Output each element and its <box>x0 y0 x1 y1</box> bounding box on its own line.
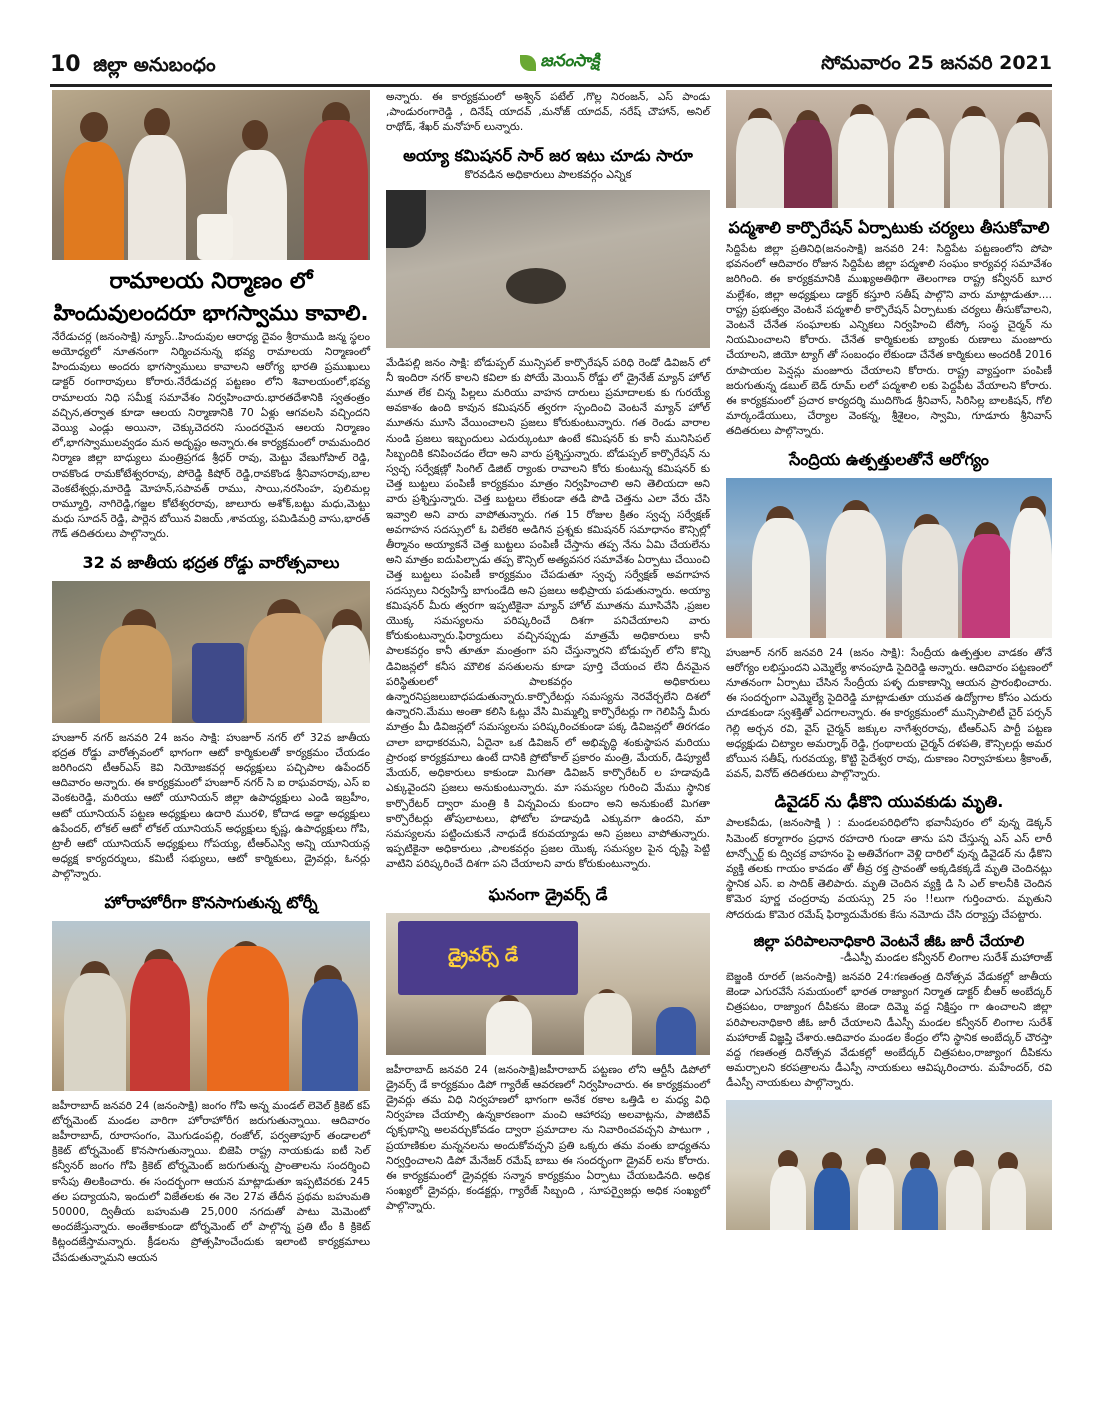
article-road-safety-body: హుజూర్ నగర్ జనవరి 24 జనం సాక్షి: హుజూర్ నగర్ లో 32వ జాతీయ భద్రత రోడ్డు వారోత్సవంలో భాగంగా ఆటో కార్మికులతో కార్యక్రమం చేయడం జరిగిందని టీఆర్ఎస్ కెవి నియోజకవర్గ అధ్యక్షులు పచ్చిపాల ఉపేందర్ ఆదివారం అన్నారు. ఈ కార్యక్రమంలో హుజూర్ నగర్ సి ఐ రాఘవరావు, ఎస్ ఐ వెంకటరెడ్డి, మరియు ఆటో యూనియన్ జిల్లా ఉపాధ్యక్షులు ఎండి ఇబ్రహీం, ఆటో యూనియన్ పట్టణ అధ్యక్షులు ఉదారి మురళి, కోదాడ అడ్డా అధ్యక్షులు ఉపేందర్, లోకల్ ఆటో లోకల్ యూనియన్ అధ్యక్షులు కృష్ణ, ఉపాధ్యక్షులు గోపి, ట్రాలీ ఆటో యూనియన్ అధ్యక్షులు గోపయ్య, టీఆర్ఎస్వి అన్ని యూనియన్ల అధ్యక్ష కార్యదర్శులు, కమిటీ సభ్యులు, ఆటో కార్మికులు, డ్రైవర్లు, ఓనర్లు పాల్గొన్నారు. <box>52 731 370 881</box>
photo-ramalayam-meeting <box>52 90 370 260</box>
photo-organic-shop <box>726 478 1052 638</box>
headline-divider-accident: డివైడర్ ను ఢీకొని యువకుడు మృతి. <box>774 792 1004 812</box>
column-1 <box>52 90 370 1266</box>
subhead-commissioner: కొరవడిన అధికారులు పాలకవర్గం ఎన్నిక <box>464 167 632 181</box>
page-header-left <box>50 52 216 81</box>
photo-manhole <box>386 190 710 348</box>
article-padmashali-body: సిద్దిపేట జిల్లా ప్రతినిధి(జనంసాక్షి) జనవరి 24: సిద్దిపేట పట్టణంలోని పోపా భవనంలో ఆదివారం రోజున సిద్దిపేట జిల్లా పద్మశాలి సంఘం కార్యవర్గ సమావేశం జరిగింది. ఈ కార్యక్రమానికి ముఖ్యఅతిథిగా తెలంగాణ రాష్ట్ర కన్వీనర్ బూర మల్లేశం, జిల్లా అధ్యక్షులు డాక్టర్ కస్తూరి సతీష్ పాల్గొని వారు మాట్లాడుతూ.... రాష్ట్ర ప్రభుత్వం వెంటనే పద్మశాలీ కార్పొరేషన్ ఏర్పాటుకు చర్యలు తీసుకోవాలని, వెంటనే చేనేత సంఘాలకు ఎన్నికలు నిర్వహించి టేస్కో సంస్థ చైర్మన్ ను నియమించాలని కోరారు. చేనేత కార్మికులకు బ్యాంకు రుణాలు మంజూరు చేయాలని, జియో ట్యాగ్ తో సంబంధం లేకుండా చేనేత కార్మికులు అందరికీ 2016 రూపాయల పెన్షన్లు మంజూరు చేయాలని కోరారు. రాష్ట్ర వ్యాప్తంగా పంపిణీ జరుగుతున్న డబుల్ బెడ్ రూమ్ లలో పద్మశాలి లకు పెద్దపీట వేయాలని కోరారు. ఈ కార్యక్రమంలో ప్రచార కార్యదర్శి ముదిగొండ శ్రీనివాస్, సిరిసిల్ల బాలకిషన్, గోలి మార్కండేయులు, చేర్యాల వెంకన్న, శ్రీశైలం, స్వామి, గూడూరు శ్రీనివాస్ తదితరులు పాల్గొన్నారు. <box>726 243 1052 438</box>
article-commissioner-body: మేడిపల్లి జనం సాక్షి: బోడుప్పల్ మున్సిపల్ కార్పొరేషన్ పరిధి రెండో డివిజన్ లో నీ ఇందిరా నగర్ కాలని కవిలా కు పోయే మెయిన్ రోడ్డు లో డ్రైనేజ్ మ్యాన్ హోల్ మూత లేక చిన్న పిల్లలు మరియు వాహన దారులు ప్రమాదాలకు కు గురయ్యే అవకాశం ఉంది కావున కమిషనర్ త్వరగా స్పందించి వెంటనే మ్యాన్ హోల్ మూతను మూసి వేయించాలని ప్రజలు కోరుకుంటున్నారు. గత రెండు వారాల నుండి ప్రజలు ఇబ్బందులు ఎదుర్కుంటూ ఉంటే కమిషనర్ కు కానీ మునిసిపల్ సిబ్బందికి కనిపించడం లేదా అని వారు ప్రశ్నిస్తున్నారు. బోడుప్పల్ కార్పొరేషన్ ను స్వచ్ఛ సర్వేక్షణ్లో సింగిల్ డిజిట్ ర్యాంకు రావాలని కోరు కుంటున్న కమిషనర్ కు చెత్త బుట్టలు పంపిణీ కార్యక్రమం మాత్రం నిర్వహించాలి అని తెలియదా అని వారు ప్రశ్నిస్తున్నారు. చెత్త బుట్టలు లేకుండా తడి పొడి చెత్తను ఎలా వేరు చేసి ఇవ్వాలి అని వారు వాపోతున్నారు. గత 15 రోజుల క్రితం స్వచ్ఛ సర్వేక్షణ్ అవగాహన సదస్సులో ఓ విలేకరి అడిగిన ప్రశ్నకు కమిషనర్ సమాధానం కౌన్సిల్లో తీర్మానం అయ్యాకనే చెత్త బుట్టలు పంపిణీ చేస్తాను తప్ప నేను ఏమి చేయలేను అని మాత్రం ఐదుపిల్చాడు తప్ప కౌన్సిల్ అత్యవసర సమావేశం ఏర్పాటు చేయించి చెత్త బుట్టలు పంపిణీ కార్యక్రమం చేపడుతూ స్వచ్ఛ సర్వేక్షణ్ అవగాహన సదస్సులు నిర్వహిస్తే బాగుండేది అని ప్రజలు అభిప్రాయ పడుతున్నారు. అయ్యా కమిషనర్ మీరు త్వరగా ఇప్పటికైనా మ్యాన్ హోల్ మూతను మూసివేసి ,ప్రజల యొక్క సమస్యలను పరిష్కరించే దిశగా పనిచేయాలని వారు కోరుకుంటున్నారు.ఫిర్యాదులు వచ్చినప్పుడు మాత్రమే అధికారులు కానీ పాలకవర్గం కానీ తూతూ మంత్రంగా పని చేస్తున్నారని బోడుప్పల్ లోని కొన్ని డివిజన్లలో కనీస మౌలిక వసతులను కూడా పూర్తి చేయంచ లేని దీనమైన పరిస్థితులలో పాలకవర్గం అధికారులు ఉన్నారనిప్రజలుబాధపడుతున్నారు.కార్పొరేటర్లు సమస్యను నెరవేర్చలేని దిశలో ఉన్నారని.మేము అంతా కలిసి ఓట్లు వేసి మిమ్మల్ని కార్పొరేటర్లు గా గెలిపిస్తే మీరు మాత్రం మీ డివిజన్లలో సమస్యలను పరిష్కరించకుండా పక్క డివిజన్లలో తిరగడం చాలా బాధాకరమని, ఏదైనా ఒక డివిజన్ లో అభివృద్ధి శంకుస్థాపన మరియు ప్రారంభ కార్యక్రమాలు ఉంటే దానికి ప్రోటోకాల్ ప్రకారం మంత్రి, మేయర్, డిప్యూటీ మేయర్, అధికారులు కాకుండా మిగతా డివిజన్ కార్పొరేటర్ ల హడావుడి ఎక్కువైందని ప్రజలు అనుకుంటున్నారు. మా సమస్యల గురించి మేము స్థానిక కార్పొరేటర్ ద్వారా మంత్రి కి విన్నవించు కుందాం అని అనుకుంటే మిగతా కార్పొరేటర్లు తోపులాటలు, ఫోటోల హడావుడి ఎక్కువగా ఉందని, మా సమస్యలను పట్టించుకునే నాధుడే కరువయ్యాడు అని ప్రజలు వాపోతున్నారు. ఇప్పటికైనా అధికారులు ,పాలకవర్గం ప్రజల యొక్క సమస్యల పైన దృష్టి పెట్టి వాటిని పరిష్కరించే దిశగా పని చేయాలని వారు కోరుకుంటున్నారు. <box>386 356 710 871</box>
headline-drivers-day: ఘనంగా డ్రైవర్స్ డే <box>488 884 608 904</box>
headline-padmashali: పద్మశాలి కార్పొరేషన్ ఏర్పాటుకు చర్యలు తీసుకోవాలి <box>728 218 1050 237</box>
leaf-icon <box>520 55 536 71</box>
article-continuation-top: అన్నారు. ఈ కార్యక్రమంలో అశ్విన్ పటేల్ ,గొల్ల నిరంజన్, ఎస్ పాండు ,పాండురంగారెడ్డి , దినేష్ యాదవ్ ,మనోజ్ యాదవ్, నరేష్ చౌహాన్, అనిల్ రాథోడ్, శేఖర్ మనోహర్ లున్నారు. <box>386 91 710 134</box>
page-number: 10 <box>50 52 81 77</box>
drivers-day-banner: డ్రైవర్స్ డే <box>448 944 519 966</box>
headline-commissioner: అయ్యా కమిషనర్ సార్ జర ఇటు చూడు సారూ <box>403 145 693 165</box>
section-name: జిల్లా అనుబంధం <box>93 54 216 76</box>
photo-dsp-pamphlet <box>726 1100 1052 1230</box>
byline-go-demand: -డీఎస్పీ మండల కన్వీనర్ లింగాల సురేశ్ మహారాజ్ <box>840 951 1052 965</box>
column-3 <box>726 90 1052 1230</box>
headline-ramalayam-1: రామాలయ నిర్మాణం లో <box>109 269 313 294</box>
column-2 <box>386 90 710 1215</box>
headline-cricket-tourney: హోరాహోరీగా కొనసాగుతున్న టోర్నీ <box>104 892 318 912</box>
article-cricket-body: జహీరాబాద్ జనవరి 24 (జనంసాక్షి) జంగం గోపి అన్న మండల్ లెవెల్ క్రికెట్ కప్ టోర్నమెంట్ మండల వారిగా హోరాహోరీగ జరుగుతున్నాయి. ఆదివారం జహీరాబాద్, రూరాసంగం, మొగుడంపల్లి, రంజోల్, పర్వతాపూర్ తండాలలో క్రికెట్ టోర్నమెంట్ కొనసాగుతున్నాయి. బిజెపి రాష్ట్ర నాయకుడు ఐటీ సెల్ కన్వీనర్ జంగం గోపి క్రికెట్ టోర్నమెంట్ జరుగుతున్న ప్రాంతాలను సందర్శించి కాసేపు తిలకించారు. ఈ సందర్భంగా ఆయన మాట్లాడుతూ ఇప్పటివరకు 245 తల పద్యాయని, ఇందులో విజేతలకు ఈ నెల 27వ తేదీన ప్రథమ బహుమతి 50000, ద్వితీయ బహుమతి 25,000 నగదుతో పాటు మెమెంటో అందజేస్తున్నారు. అంతేకాకుండా టోర్నమెంట్ లో పాల్గొన్న ప్రతి టీం కి క్రికెట్ కిట్లందజేస్తామన్నారు. క్రీడలను ప్రోత్సహించేందుకు ఇలాంటి కార్యక్రమాలు చేపడుతున్నామని ఆయన <box>52 1099 370 1264</box>
photo-road-safety <box>52 581 370 723</box>
issue-date: సోమవారం 25 జనవరి 2021 <box>821 52 1052 74</box>
masthead <box>50 48 1052 87</box>
headline-road-safety: 32 వ జాతీయ భద్రత రోడ్డు వారోత్సవాలు <box>82 552 340 572</box>
article-drivers-day-body: జహీరాబాద్ జనవరి 24 (జనంసాక్షి)జహీరాబాద్ పట్టణం లోని ఆర్టీసీ డిపోలో డ్రైవర్స్ డే కార్యక్రమం డిపో గ్యారేజ్ ఆవరణలో నిర్వహించారు. ఈ కార్యక్రమంలో డ్రైవర్లు తమ విధి నిర్వహణలో భాగంగా అనేక రకాల ఒత్తిడి ల మధ్య విధి నిర్వహణ చేయాల్సి ఉన్నకారణంగా మంచి ఆహారపు అలవాట్లను, పాజిటివ్ దృక్పథాన్ని అలవర్చుకోవడం ద్వారా ప్రమాదాల ను నివారించవచ్చని పాటుగా , ప్రయాణికుల మన్ననలను అందుకోవచ్చని ప్రతి ఒక్కరు తమ వంతు బాధ్యతను నిర్వర్తించాలని డిపో మేనేజర్ రమేష్ బాబు ఈ సందర్భంగా డ్రైవర్ లను కోరారు. ఈ కార్యక్రమంలో డ్రైవర్లకు సన్మాన కార్యక్రమం ఏర్పాటు చేయబడినది. అధిక సంఖ్యలో డ్రైవర్లు, కండక్టర్లు, గ్యారేజ్ సిబ్బంది , సూపర్వైజర్లు అధిక సంఖ్యలో పాల్గొన్నారు. <box>386 1063 710 1213</box>
article-go-demand-body: బెజ్జంకి రూరల్ (జనంసాక్షి) జనవరి 24:గణతంత్ర దినోత్సవ వేడుకల్లో జాతీయ జెండా ఎగురవేసే సమయంలో భారత రాజ్యాంగ నిర్మాత డాక్టర్ బీఆర్ అంబేద్కర్ చిత్రపటం, రాజ్యాంగ దీపికను జెండా దిమ్మె వద్ద నిక్షిప్తం గా ఉంచాలని జిల్లా పరిపాలనాధికారి జీఓ జారీ చేయాలని డీఎస్పీ మండల కన్వీనర్ లింగాల సురేశ్ మహారాజ్ విజ్ఞప్తి చేశారు.ఆదివారం మండల కేంద్రం లోని స్థానిక అంబేద్కర్ చౌరస్తా వద్ద గణతంత్ర దినోత్సవ వేడుకల్లో అంబేద్కర్ చిత్రపటం,రాజ్యాంగ దీపికను అమర్చాలని కరపత్రాలను డీఎస్పీ నాయకులు ఆవిష్కరించారు. మహేందర్, రవి డీఎస్పీ నాయకులు పాల్గొన్నారు. <box>726 971 1052 1090</box>
headline-go-demand: జిల్లా పరిపాలనాధికారి వెంటనే జీఓ జారీ చేయాలి <box>753 933 1025 950</box>
photo-padmashali-meeting <box>726 90 1052 208</box>
article-organic-body: హుజూర్ నగర్ జనవరి 24 (జనం సాక్షి): సేంద్రీయ ఉత్పత్తుల వాడకం తోనే ఆరోగ్యం లభిస్తుందని ఎమ్మెల్యే శానంపూడి సైదిరెడ్డి అన్నారు. ఆదివారం పట్టణంలో నూతనంగా ఏర్పాటు చేసిన సేంద్రీయ పళ్ళ దుకాణాన్ని ఆయన ప్రారంభించారు. ఈ సందర్భంగా ఎమ్మెల్యే సైదిరెడ్డి మాట్లాడుతూ యువత ఉద్యోగాల కోసం ఎదురు చూడకుండా స్వశక్తితో ఎదగాలన్నారు. ఈ కార్యక్రమంలో మున్సిపాలిటీ చైర్ పర్సన్ గెల్లి అర్చన రవి, వైస్ చైర్మన్ జక్కుల నాగేశ్వరరావు, టీఆర్ఎస్ పార్టీ పట్టణ అధ్యక్షుడు చిట్యాల అమర్నాథ్ రెడ్డి, గ్రంథాలయ చైర్మన్ దళపతి, కౌన్సిలర్లు అమర బోయిన సతీష్, గురవయ్య, కొట్టి సైదేశ్వర రావు, దుకాణం నిర్వాహకులు శ్రీకాంత్, పవన్, వినోద్ తదితరులు పాల్గొన్నారు. <box>726 646 1052 781</box>
article-ramalayam-body: నేరేడుచర్ల (జనంసాక్షి) న్యూస్..హిందువుల ఆరాధ్య దైవం శ్రీరాముడి జన్మ స్థలం అయోధ్యలో నూతనంగా నిర్మించనున్న భవ్య రామాలయ నిర్మాణంలో హిందువులు అందరు భాగస్వాములు కావాలని ఆరోగ్య భారతి ప్రముఖులు డాక్టర్ రంగారావులు కోరారు.నేరేడుచర్ల పట్టణం లోని శివాలయంలో,భవ్య రామాలయ నిధి సమీక్ష సమావేశం నిర్వహించారు.భారతదేశానికి స్వతంత్రం వచ్చిన,తర్వాత కూడా ఆలయ నిర్మాణానికి 70 ఏళ్లు ఆగవలసి వచ్చిందని వెయ్యి ఎండ్లు అయినా, చెక్కుచెదరని సుందరమైన ఆలయ నిర్మాణం లో,భాగస్వాములవ్వడం మన అదృష్టం అన్నారు.ఈ కార్యక్రమంలో రామమందిర నిర్మాణ జిల్లా బాధ్యులు మంత్రిప్రగడ శ్రీధర్ రావు, మెట్టు వేణుగోపాల్ రెడ్డి, రావకొండ రామకోటేశ్వరరావు, పోరెడ్డి కిషోర్ రెడ్డి,రావకొండ శ్రీనివాసరావు,బాల వెంకటేశ్వర్లు,మారెడ్డి మోహన్,సపావత్ రాము, సాయి,నరసింహ, పులిమల్ల రామ్మూర్తి, నాగిరెడ్డి,గజ్జల కోటేశ్వరరావు, జాలూరు అశోక్,బట్టు మధు,మెట్టు మధు సూదన్ రెడ్డి, పార్లెన బోయిన విజయ్ ,శావయ్య, పమిడిమర్రి వాసు,భారత్ గౌడ్ తదితరులు పాల్గొన్నారు. <box>52 330 370 541</box>
headline-ramalayam-2: హిందువులందరూ భాగస్వాము కావాలి. <box>53 300 369 325</box>
headline-organic: సేంద్రియ ఉత్పత్తులతోనే ఆరోగ్యం <box>789 449 989 469</box>
logo-text: జనంసాక్షి <box>540 51 600 71</box>
article-divider-accident-body: పాలకవీడు, (జనంసాక్షి ) : మండలపరిధిలోని భవానీపురం లో వున్న డెక్కన్ సిమెంట్ కర్మాగారం ప్రధాన రహదారి గుండా తాను పని చేస్తున్న ఎస్ ఎస్ లారీ టాన్స్పోర్ట్ కు ద్విచక్ర వాహనం పై అతివేగంగా వెళ్లి దారిలో వున్న డివైడర్ ను ఢీకొని వ్యక్తి తలకు గాయం కావడం తో తీవ్ర రక్త స్రావంతో అక్కడికక్కడే మృతి చెందినట్లు స్థానిక ఎస్. ఐ సాదిక్ తెలిపారు. మృతి చెందిన వ్యక్తి డి సి ఎల్ కాలనీకి చెందిన కొమెర పూర్ణ చంద్రరావు వయస్సు 25 సం !!లుగా గుర్తించారు. మృతుని సోదరుడు కొమెర రమేష్ ఫిర్యాదుమేరకు కేసు నమోదు చేసి దర్యాప్తు చేపట్టారు. <box>726 817 1052 921</box>
photo-cricket-tourney <box>52 921 370 1091</box>
paper-logo <box>505 48 615 78</box>
photo-drivers-day <box>386 913 710 1055</box>
